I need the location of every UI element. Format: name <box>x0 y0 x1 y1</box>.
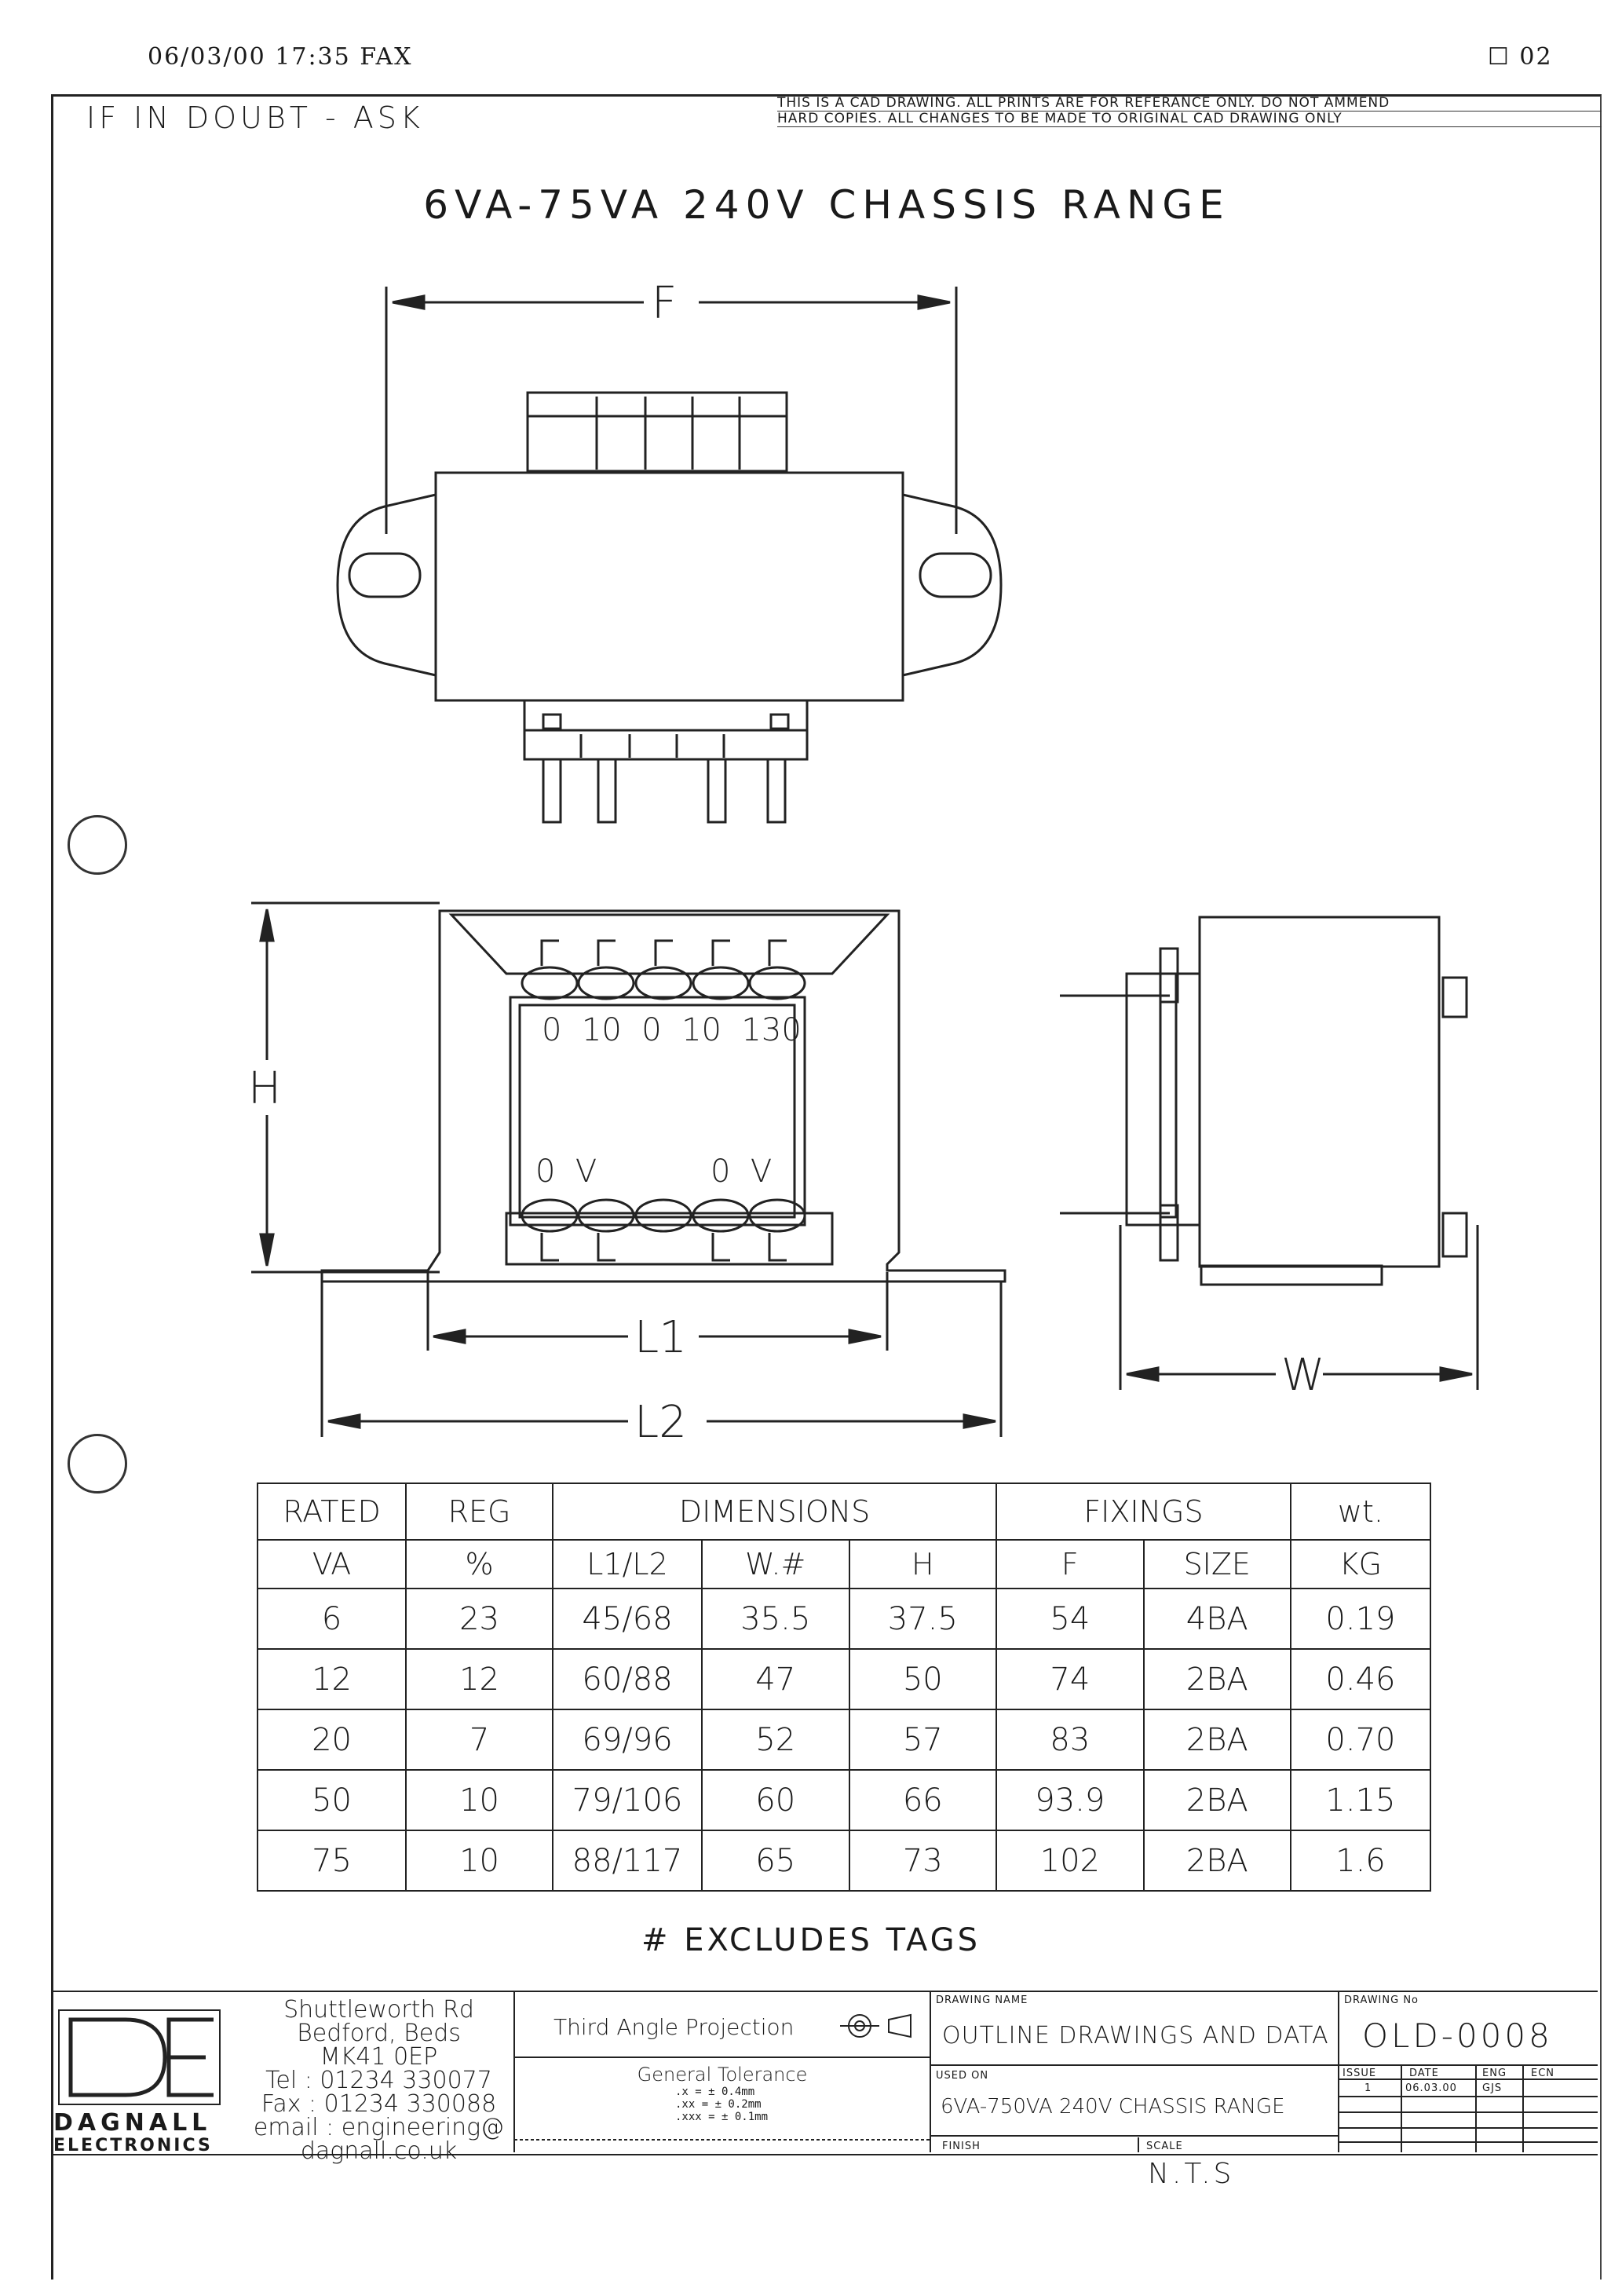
dimension-label-h: H <box>248 1063 282 1114</box>
cell-size: 2BA <box>1144 1709 1291 1770</box>
dimension-label-l1: L1 <box>634 1312 687 1363</box>
cell-size: 2BA <box>1144 1770 1291 1830</box>
company-name-bottom: ELECTRONICS <box>53 2136 213 2155</box>
th-rated: RATED <box>258 1483 406 1540</box>
cell-f: 102 <box>996 1830 1144 1891</box>
th-f: F <box>996 1540 1144 1589</box>
table-note: # EXCLUDES TAGS <box>641 1922 981 1958</box>
terminal-label-top: 0 10 0 10 130 <box>542 1012 802 1048</box>
th-wt: wt. <box>1291 1483 1430 1540</box>
address-line-1: Shuttleworth Rd <box>283 1996 474 2024</box>
cell-kg: 0.70 <box>1291 1709 1430 1770</box>
issue-header-eng: ENG <box>1482 2067 1507 2079</box>
cell-w: 60 <box>702 1770 849 1830</box>
tolerance-line-2: .xx = ± 0.2mm <box>675 2098 762 2111</box>
tolerance-line-3: .xxx = ± 0.1mm <box>675 2111 769 2123</box>
company-fax: Fax : 01234 330088 <box>261 2090 497 2118</box>
terminal-label-bottom-right: 0 V <box>711 1153 773 1190</box>
cell-va: 12 <box>258 1649 406 1709</box>
drawing-name-label: DRAWING NAME <box>936 1994 1028 2006</box>
cell-reg: 7 <box>406 1709 553 1770</box>
cell-w: 65 <box>702 1830 849 1891</box>
address-line-2: Bedford, Beds <box>297 2020 461 2047</box>
th-h: H <box>849 1540 997 1589</box>
cad-notice-line-2: HARD COPIES. ALL CHANGES TO BE MADE TO ORIGINAL CAD DRAWING ONLY <box>777 112 1602 127</box>
issue-date: 06.03.00 <box>1405 2082 1457 2094</box>
company-name-top: DAGNALL <box>53 2109 212 2137</box>
cell-va: 20 <box>258 1709 406 1770</box>
fax-timestamp: 06/03/00 17:35 FAX <box>148 43 413 71</box>
tolerance-values <box>675 2086 768 2123</box>
drawing-number: OLD-0008 <box>1362 2016 1553 2055</box>
scale-value: N.T.S <box>1148 2158 1235 2190</box>
th-reg: REG <box>406 1483 553 1540</box>
used-on-label: USED ON <box>936 2070 989 2082</box>
th-w: W.# <box>702 1540 849 1589</box>
company-email-1: email : engineering@ <box>253 2114 505 2141</box>
cell-l1l2: 45/68 <box>553 1589 702 1649</box>
cell-h: 66 <box>849 1770 997 1830</box>
fax-page-number: ☐ 02 <box>1488 43 1553 71</box>
issue-header-issue: ISSUE <box>1343 2067 1377 2079</box>
issue-header-ecn: ECN <box>1531 2067 1555 2079</box>
cell-kg: 1.15 <box>1291 1770 1430 1830</box>
company-tel: Tel : 01234 330077 <box>265 2067 492 2094</box>
cell-l1l2: 69/96 <box>553 1709 702 1770</box>
th-dimensions: DIMENSIONS <box>553 1483 996 1540</box>
cell-w: 47 <box>702 1649 849 1709</box>
terminal-label-bottom-left: 0 V <box>535 1153 597 1190</box>
dimension-label-w: W <box>1281 1350 1325 1401</box>
cell-va: 50 <box>258 1770 406 1830</box>
cell-va: 6 <box>258 1589 406 1649</box>
cell-w: 35.5 <box>702 1589 849 1649</box>
cell-kg: 0.46 <box>1291 1649 1430 1709</box>
cell-l1l2: 79/106 <box>553 1770 702 1830</box>
company-email-2: dagnall.co.uk <box>300 2137 458 2165</box>
cell-h: 73 <box>849 1830 997 1891</box>
company-address <box>251 1998 506 2163</box>
tolerance-line-1: .x = ± 0.4mm <box>675 2086 755 2098</box>
dimension-label-l2: L2 <box>634 1397 687 1448</box>
cell-reg: 10 <box>406 1830 553 1891</box>
cad-notice-line-1: THIS IS A CAD DRAWING. ALL PRINTS ARE FOR REFERANCE ONLY. DO NOT AMMEND <box>777 96 1602 112</box>
cell-kg: 0.19 <box>1291 1589 1430 1649</box>
cell-kg: 1.6 <box>1291 1830 1430 1891</box>
cell-w: 52 <box>702 1709 849 1770</box>
cell-reg: 10 <box>406 1770 553 1830</box>
cell-size: 2BA <box>1144 1830 1291 1891</box>
drawing-no-label: DRAWING No <box>1344 1994 1419 2006</box>
th-va: VA <box>258 1540 406 1589</box>
drawing-title: 6VA-75VA 240V CHASSIS RANGE <box>423 182 1230 228</box>
tolerance-title: General Tolerance <box>637 2064 808 2086</box>
cell-h: 50 <box>849 1649 997 1709</box>
cell-size: 4BA <box>1144 1589 1291 1649</box>
cell-h: 57 <box>849 1709 997 1770</box>
cell-f: 74 <box>996 1649 1144 1709</box>
doubt-banner: IF IN DOUBT - ASK <box>86 101 424 135</box>
cell-l1l2: 60/88 <box>553 1649 702 1709</box>
address-line-3: MK41 0EP <box>320 2043 438 2071</box>
cell-reg: 12 <box>406 1649 553 1709</box>
th-size: SIZE <box>1144 1540 1291 1589</box>
issue-header-date: DATE <box>1409 2067 1439 2079</box>
cell-f: 83 <box>996 1709 1144 1770</box>
cell-size: 2BA <box>1144 1649 1291 1709</box>
cell-f: 93.9 <box>996 1770 1144 1830</box>
dimension-label-f: F <box>652 278 678 329</box>
th-l1l2: L1/L2 <box>553 1540 702 1589</box>
issue-engineer: GJS <box>1482 2082 1503 2094</box>
finish-label: FINISH <box>942 2141 981 2152</box>
used-on: 6VA-750VA 240V CHASSIS RANGE <box>941 2095 1285 2119</box>
issue-number: 1 <box>1364 2082 1372 2094</box>
cell-h: 37.5 <box>849 1589 997 1649</box>
drawing-name: OUTLINE DRAWINGS AND DATA <box>942 2022 1329 2049</box>
th-fixings: FIXINGS <box>996 1483 1291 1540</box>
cell-va: 75 <box>258 1830 406 1891</box>
cell-l1l2: 88/117 <box>553 1830 702 1891</box>
th-reg-unit: % <box>406 1540 553 1589</box>
projection-label: Third Angle Projection <box>553 2014 795 2040</box>
cell-reg: 23 <box>406 1589 553 1649</box>
th-kg: KG <box>1291 1540 1430 1589</box>
cell-f: 54 <box>996 1589 1144 1649</box>
scale-label: SCALE <box>1146 2141 1183 2152</box>
